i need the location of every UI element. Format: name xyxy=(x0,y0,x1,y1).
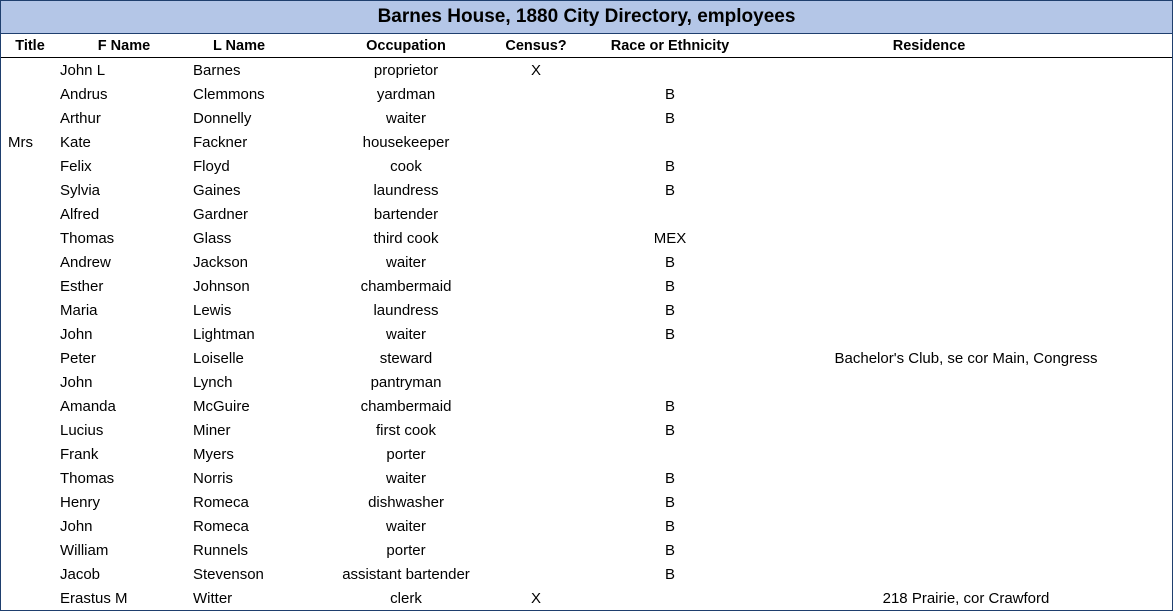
cell-title xyxy=(8,491,58,515)
cell-race: B xyxy=(664,518,675,535)
cell-fname: Esther xyxy=(60,278,104,295)
cell-race: B xyxy=(664,110,675,127)
table-row xyxy=(1,107,1172,131)
cell-occupation: third cook xyxy=(373,230,439,247)
cell-census xyxy=(491,563,581,587)
cell-fname: Andrus xyxy=(60,86,108,103)
cell-residence xyxy=(761,203,1171,227)
cell-race xyxy=(591,347,749,371)
cell-lname: Fackner xyxy=(193,134,248,151)
cell-fname: Jacob xyxy=(60,566,101,583)
cell-fname: Arthur xyxy=(60,110,101,127)
cell-title xyxy=(8,299,58,323)
cell-occupation: porter xyxy=(386,446,426,463)
cell-lname: Barnes xyxy=(193,62,241,79)
cell-title xyxy=(8,203,58,227)
cell-title xyxy=(8,83,58,107)
cell-occupation: waiter xyxy=(385,110,426,127)
cell-lname: Stevenson xyxy=(193,566,264,583)
cell-census xyxy=(491,491,581,515)
sheet-title xyxy=(1,1,1172,34)
column-header-row xyxy=(1,34,1172,58)
cell-fname: Amanda xyxy=(60,398,116,415)
cell-lname: Glass xyxy=(193,230,232,247)
cell-residence xyxy=(761,563,1171,587)
cell-residence xyxy=(761,419,1171,443)
table-row xyxy=(1,227,1172,251)
cell-lname: Lynch xyxy=(193,374,233,391)
cell-occupation: steward xyxy=(379,350,433,367)
cell-census xyxy=(491,323,581,347)
table-body xyxy=(1,59,1172,611)
cell-lname: Jackson xyxy=(193,254,249,271)
cell-title xyxy=(8,179,58,203)
cell-census xyxy=(491,155,581,179)
cell-lname: Lewis xyxy=(193,302,232,319)
cell-census xyxy=(491,395,581,419)
cell-race: B xyxy=(664,182,675,199)
table-row xyxy=(1,419,1172,443)
cell-race xyxy=(591,371,749,395)
sheet-title-text: Barnes House, 1880 City Directory, employees xyxy=(377,6,796,27)
cell-census xyxy=(491,371,581,395)
cell-fname: William xyxy=(60,542,109,559)
header-occupation: Occupation xyxy=(366,38,446,54)
cell-race xyxy=(591,203,749,227)
cell-lname: Loiselle xyxy=(193,350,244,367)
cell-residence xyxy=(761,539,1171,563)
cell-fname: Frank xyxy=(60,446,99,463)
cell-residence xyxy=(761,443,1171,467)
table-row xyxy=(1,491,1172,515)
cell-lname: Romeca xyxy=(193,494,249,511)
cell-fname: Peter xyxy=(60,350,96,367)
cell-census xyxy=(491,251,581,275)
cell-title xyxy=(8,59,58,83)
cell-title xyxy=(8,155,58,179)
cell-residence xyxy=(761,395,1171,419)
cell-fname: Andrew xyxy=(60,254,111,271)
cell-race: B xyxy=(664,398,675,415)
cell-residence xyxy=(761,299,1171,323)
cell-title xyxy=(8,467,58,491)
cell-residence xyxy=(761,371,1171,395)
cell-fname: Alfred xyxy=(60,206,100,223)
cell-lname: Myers xyxy=(193,446,234,463)
cell-residence xyxy=(761,491,1171,515)
cell-title xyxy=(8,539,58,563)
cell-occupation: yardman xyxy=(376,86,436,103)
cell-residence xyxy=(761,323,1171,347)
table-row xyxy=(1,155,1172,179)
cell-race xyxy=(591,59,749,83)
cell-race: B xyxy=(664,542,675,559)
cell-occupation: laundress xyxy=(373,302,439,319)
cell-residence xyxy=(761,131,1171,155)
cell-census xyxy=(491,419,581,443)
table-row xyxy=(1,467,1172,491)
cell-title xyxy=(8,323,58,347)
cell-title xyxy=(8,107,58,131)
cell-occupation: first cook xyxy=(375,422,436,439)
cell-census xyxy=(491,275,581,299)
cell-occupation: chambermaid xyxy=(360,278,452,295)
cell-title xyxy=(8,419,58,443)
cell-race xyxy=(591,443,749,467)
cell-lname: Romeca xyxy=(193,518,249,535)
cell-occupation: housekeeper xyxy=(362,134,450,151)
cell-fname: Thomas xyxy=(60,230,115,247)
table-row xyxy=(1,443,1172,467)
cell-race: B xyxy=(664,254,675,271)
cell-fname: John xyxy=(60,518,93,535)
cell-occupation: pantryman xyxy=(370,374,442,391)
cell-title xyxy=(8,443,58,467)
header-fname: F Name xyxy=(97,38,151,54)
cell-occupation: dishwasher xyxy=(368,494,444,511)
cell-census xyxy=(491,299,581,323)
cell-occupation: proprietor xyxy=(373,62,439,79)
table-row xyxy=(1,563,1172,587)
cell-residence: 218 Prairie, cor Crawford xyxy=(882,590,1050,607)
cell-race: B xyxy=(664,158,675,175)
table-row xyxy=(1,131,1172,155)
header-race: Race or Ethnicity xyxy=(610,38,730,54)
cell-race xyxy=(591,587,749,611)
cell-race: B xyxy=(664,422,675,439)
cell-title xyxy=(8,371,58,395)
cell-residence xyxy=(761,179,1171,203)
cell-title xyxy=(8,515,58,539)
cell-census xyxy=(491,539,581,563)
cell-title xyxy=(8,227,58,251)
cell-census xyxy=(491,131,581,155)
table-row xyxy=(1,323,1172,347)
header-lname: L Name xyxy=(212,38,266,54)
cell-fname: Kate xyxy=(60,134,91,151)
cell-residence xyxy=(761,83,1171,107)
cell-residence xyxy=(761,59,1171,83)
cell-race: B xyxy=(664,278,675,295)
cell-lname: Norris xyxy=(193,470,233,487)
table-row xyxy=(1,587,1172,611)
cell-fname: Maria xyxy=(60,302,98,319)
cell-census: X xyxy=(530,62,541,79)
cell-title xyxy=(8,563,58,587)
cell-fname: John L xyxy=(60,62,106,79)
table-row xyxy=(1,539,1172,563)
cell-fname: Felix xyxy=(60,158,92,175)
cell-fname: John xyxy=(60,374,93,391)
cell-lname: Miner xyxy=(193,422,231,439)
cell-lname: Clemmons xyxy=(193,86,265,103)
cell-lname: Lightman xyxy=(193,326,255,343)
cell-title xyxy=(8,395,58,419)
cell-occupation: porter xyxy=(386,542,426,559)
cell-title xyxy=(8,275,58,299)
cell-residence xyxy=(761,155,1171,179)
cell-census xyxy=(491,347,581,371)
cell-race: B xyxy=(664,494,675,511)
cell-residence xyxy=(761,107,1171,131)
header-residence: Residence xyxy=(892,38,966,54)
cell-occupation: bartender xyxy=(373,206,439,223)
table-row xyxy=(1,203,1172,227)
cell-race: B xyxy=(664,470,675,487)
cell-race: MEX xyxy=(653,230,687,247)
header-title: Title xyxy=(15,38,45,54)
cell-census xyxy=(491,203,581,227)
cell-residence xyxy=(761,227,1171,251)
cell-title: Mrs xyxy=(8,134,33,151)
cell-race: B xyxy=(664,326,675,343)
cell-occupation: waiter xyxy=(385,518,426,535)
cell-occupation: waiter xyxy=(385,470,426,487)
cell-lname: Johnson xyxy=(193,278,250,295)
cell-census xyxy=(491,179,581,203)
table-row xyxy=(1,251,1172,275)
cell-occupation: clerk xyxy=(390,590,422,607)
cell-title xyxy=(8,587,58,611)
cell-lname: Floyd xyxy=(193,158,230,175)
cell-occupation: laundress xyxy=(373,182,439,199)
table-row xyxy=(1,347,1172,371)
table-row xyxy=(1,515,1172,539)
cell-census xyxy=(491,83,581,107)
cell-census: X xyxy=(530,590,541,607)
table-row xyxy=(1,395,1172,419)
cell-residence xyxy=(761,467,1171,491)
cell-residence xyxy=(761,515,1171,539)
cell-census xyxy=(491,227,581,251)
cell-race xyxy=(591,131,749,155)
cell-occupation: waiter xyxy=(385,326,426,343)
cell-title xyxy=(8,251,58,275)
cell-residence xyxy=(761,275,1171,299)
table-row xyxy=(1,371,1172,395)
header-census: Census? xyxy=(505,38,567,54)
cell-occupation: assistant bartender xyxy=(342,566,470,583)
cell-title xyxy=(8,347,58,371)
cell-occupation: chambermaid xyxy=(360,398,452,415)
cell-fname: Henry xyxy=(60,494,101,511)
cell-fname: Lucius xyxy=(60,422,104,439)
table-row xyxy=(1,179,1172,203)
cell-lname: Witter xyxy=(193,590,233,607)
cell-census xyxy=(491,515,581,539)
cell-residence: Bachelor's Club, se cor Main, Congress xyxy=(834,350,1098,367)
cell-fname: Sylvia xyxy=(60,182,101,199)
cell-lname: Runnels xyxy=(193,542,249,559)
cell-fname: Erastus M xyxy=(60,590,128,607)
table-row xyxy=(1,275,1172,299)
cell-lname: Gardner xyxy=(193,206,249,223)
cell-fname: Thomas xyxy=(60,470,115,487)
cell-lname: McGuire xyxy=(193,398,250,415)
cell-census xyxy=(491,107,581,131)
table-row xyxy=(1,59,1172,83)
cell-lname: Gaines xyxy=(193,182,241,199)
table-row xyxy=(1,299,1172,323)
cell-census xyxy=(491,467,581,491)
cell-race: B xyxy=(664,86,675,103)
cell-residence xyxy=(761,251,1171,275)
cell-race: B xyxy=(664,566,675,583)
cell-occupation: waiter xyxy=(385,254,426,271)
table-row xyxy=(1,83,1172,107)
cell-race: B xyxy=(664,302,675,319)
cell-fname: John xyxy=(60,326,93,343)
cell-census xyxy=(491,443,581,467)
cell-lname: Donnelly xyxy=(193,110,252,127)
cell-occupation: cook xyxy=(390,158,422,175)
